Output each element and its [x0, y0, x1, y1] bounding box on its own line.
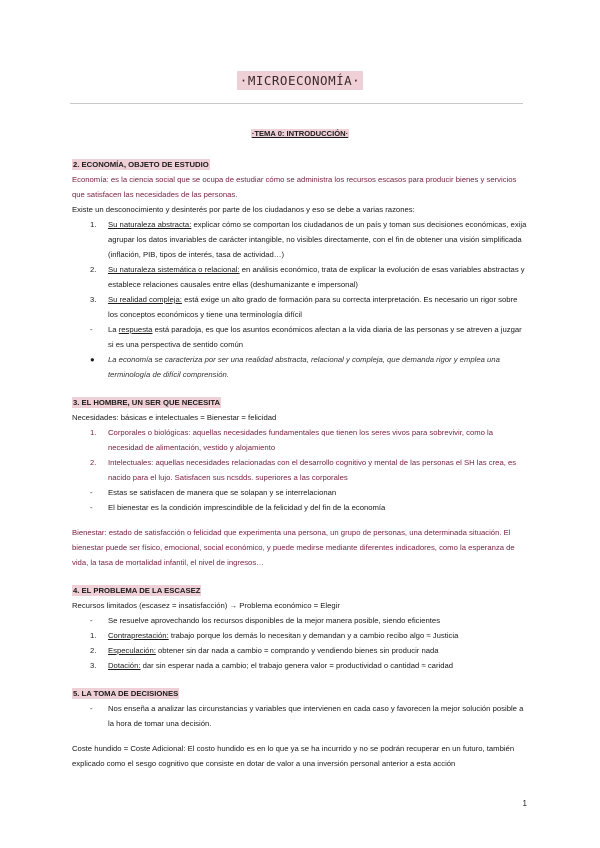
section-2: [72, 157, 527, 382]
list-item: [72, 628, 527, 643]
list-marker: 3.: [90, 661, 97, 670]
list-item-text: obtener sin dar nada a cambio = comprando y vendiendo bienes sin producir nada: [155, 646, 439, 655]
list-item-label: Su realidad compleja:: [108, 295, 182, 304]
title-divider: [70, 103, 523, 104]
economia-definition: Economía: es la ciencia social que se ocupa de estudiar cómo se administra los recursos escasos para producir bienes y servicios que satisfacen las necesidades de las personas.: [72, 175, 517, 199]
section-3-intro: Necesidades: básicas e intelectuales = Bienestar = felicidad: [72, 413, 277, 422]
section-5-heading: 5. LA TOMA DE DECISIONES: [73, 689, 179, 698]
list-item-text: Estas se satisfacen de manera que se solapan y se interrelacionan: [108, 488, 337, 497]
list-item-text: El bienestar es la condición imprescindible de la felicidad y del fin de la economía: [108, 503, 386, 512]
list-item-label: Contraprestación:: [108, 631, 169, 640]
list-item-text: aquellas necesidades relacionadas con el desarrollo cognitivo y mental de las personas el SH las crea, es nacido para el lujo. Satisfacen sus ncsdds. superiores a las corporales: [108, 458, 517, 482]
list-marker: -: [90, 488, 93, 497]
list-item-label: Su naturaleza abstracta:: [108, 220, 192, 229]
list-item-text: trabajo porque los demás lo necesitan y demandan y a cambio recibo algo ≈ Justicia: [168, 631, 459, 640]
list-marker: 3.: [90, 295, 97, 304]
section-4-intro: Recursos limitados (escasez = insatisfacción) → Problema económico = Elegir: [72, 601, 340, 610]
page-number: 1: [522, 799, 527, 808]
list-item: [72, 352, 527, 382]
list-item-text: en análisis económico, trata de explicar la evolución de esas variables abstractas y establece relaciones causales entre ellas (deshumanizante e impersonal): [108, 265, 525, 289]
document-title: ·MICROECONOMÍA·: [237, 71, 363, 90]
section-4: [72, 583, 527, 673]
summary-text: La economía se caracteriza por ser una realidad abstracta, relacional y compleja, que demanda rigor y emplea una terminología de difícil comprensión.: [108, 355, 500, 379]
list-item: [72, 485, 527, 500]
list-item: [72, 425, 527, 455]
list-marker: 2.: [90, 265, 97, 274]
section-4-heading: 4. EL PROBLEMA DE LA ESCASEZ: [73, 586, 201, 595]
list-item-text: está exige un alto grado de formación para su correcta interpretación. Es necesario un rigor sobre los conceptos económicos y tiene una terminología difícil: [108, 295, 518, 319]
list-item-text: Se resuelve aprovechando los recursos disponibles de la mejor manera posible, siendo eficientes: [108, 616, 441, 625]
list-item: [72, 217, 527, 262]
list-item: [72, 500, 527, 515]
list-item: [72, 455, 527, 485]
bullet-icon: ●: [90, 355, 95, 364]
list-marker: 1.: [90, 631, 97, 640]
section-2-heading: 2. ECONOMÍA, OBJETO DE ESTUDIO: [73, 160, 209, 169]
list-item-text: Nos enseña a analizar las circunstancias y variables que intervienen en cada caso y favorecen la mejor solución posible a la hora de tomar una decisión.: [108, 704, 524, 728]
tema-heading-wrap: [0, 129, 600, 138]
list-item-label: Corporales o biológicas:: [108, 428, 191, 437]
list-item: [72, 322, 527, 352]
tema-heading: ·TEMA 0: INTRODUCCIÓN·: [251, 129, 349, 138]
list-marker: -: [90, 704, 93, 713]
list-item-text: explicar cómo se comportan los ciudadanos de un país y toman sus decisiones económicas, exija agrupar los datos invariables de carácter intangible, no visibles directamente, con el fin de obtener una visión simplificada (inflación, PIB, tipos de interés, tasa de actividad…): [108, 220, 527, 259]
list-item-text: está paradoja, es que los asuntos económicos afectan a la vida diaria de las personas y se atreven a juzgar si es una perspectiva de sentido común: [108, 325, 522, 349]
list-item-label: Intelectuales:: [108, 458, 154, 467]
section-3-heading: 3. EL HOMBRE, UN SER QUE NECESITA: [73, 398, 221, 407]
document-body: [72, 157, 527, 771]
document-title-wrap: [0, 72, 600, 90]
list-item: [72, 701, 527, 731]
section-5: [72, 686, 527, 771]
list-item-label: Especulación:: [108, 646, 156, 655]
coste-hundido-paragraph: Coste hundido = Coste Adicional: El costo hundido es en lo que ya se ha incurrido y no se podrán recuperar en un futuro, también explicado como el sesgo cognitivo que consiste en dotar de valor a una inversión personal anterior a esta acción: [72, 744, 515, 768]
list-item-text: aquellas necesidades fundamentales que tienen los seres vivos para sobrevivir, como la necesidad de alimentación, vestido y alojamiento: [108, 428, 494, 452]
list-marker: -: [90, 503, 93, 512]
list-item: [72, 262, 527, 292]
list-item: [72, 658, 527, 673]
bienestar-definition: Bienestar: estado de satisfacción o felicidad que experimenta una persona, un grupo de personas, una determinada situación. El bienestar puede ser físico, emocional, social económico, y puede medirse mediante diferentes indicadores, como la esperanza de vida, la tasa de mortalidad infantil, el nivel de ingresos…: [72, 528, 515, 567]
list-marker: 1.: [90, 428, 97, 437]
list-item-prefix: La: [108, 325, 119, 334]
list-item: [72, 643, 527, 658]
list-marker: 2.: [90, 458, 97, 467]
list-item: [72, 613, 527, 628]
list-item-text: dar sin esperar nada a cambio; el trabajo genera valor = productividad o cantidad ≈ caridad: [140, 661, 454, 670]
section-2-intro: Existe un desconocimiento y desinterés por parte de los ciudadanos y eso se debe a varias razones:: [72, 205, 415, 214]
list-marker: 2.: [90, 646, 97, 655]
section-3: [72, 395, 527, 570]
list-marker: -: [90, 325, 93, 334]
list-marker: 1.: [90, 220, 97, 229]
list-marker: -: [90, 616, 93, 625]
list-item: [72, 292, 527, 322]
list-item-label: Dotación:: [108, 661, 141, 670]
list-item-label: Su naturaleza sistemática o relacional:: [108, 265, 240, 274]
list-item-label: respuesta: [118, 325, 153, 334]
